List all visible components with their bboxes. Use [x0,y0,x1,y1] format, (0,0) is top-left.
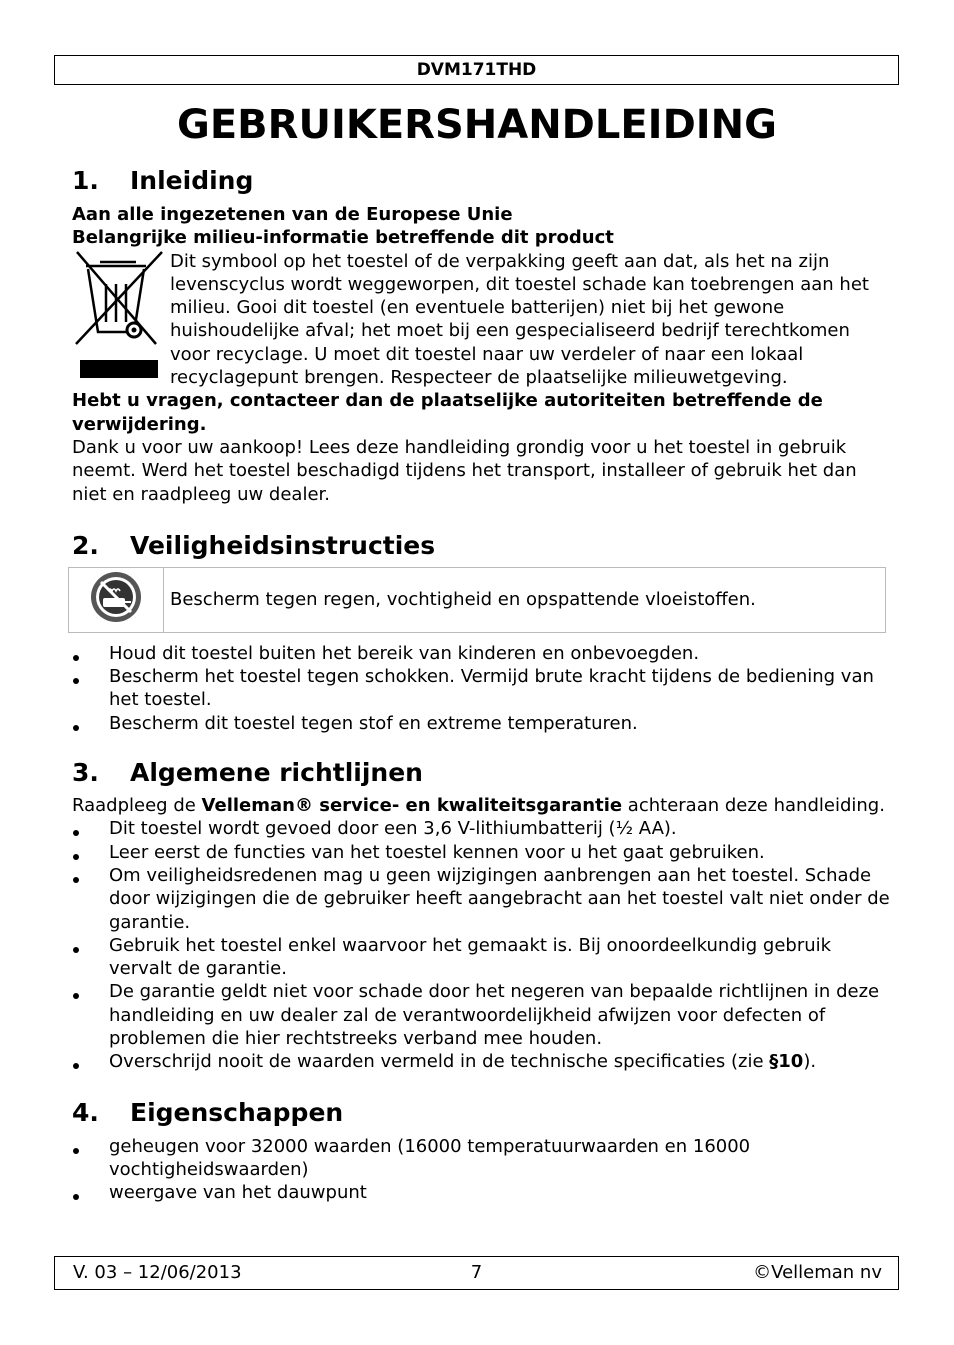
environment-info-heading: Belangrijke milieu-informatie betreffende dit product [72,227,614,249]
section-title: Eigenschappen [130,1097,344,1127]
bullet-icon [73,1194,79,1200]
warranty-reference: Velleman® service- en kwaliteitsgarantie [201,795,623,817]
weee-description: Dit symbool op het toestel of de verpakking geeft aan dat, als het na zijn levenscyclus wordt weggeworpen, dit toestel schade kan toebrengen aan het milieu. Gooi dit toestel (en eventuele batterijen) niet bij het gewone huishoudelijke afval; het moet bij een gespecialiseerd bedrijf terechtkomen voor recyclage. U moet dit toestel naar uw verdeler of naar een lokaal recyclagepunt brengen. Respecteer de plaatselijke milieuwetgeving. [170,250,869,389]
section-2-heading [72,527,890,565]
page-number: 7 [470,1262,483,1283]
section-number: 4. [72,1097,99,1127]
section-title: Algemene richtlijnen [130,758,423,788]
list-item: geheugen voor 32000 waarden (16000 temperatuurwaarden en 16000 vochtigheidswaarden) [72,1135,890,1182]
spec-section-reference: §10 [769,1051,804,1073]
page-content [72,162,890,1205]
bullet-icon [73,678,79,684]
section-number: 2. [72,530,99,560]
section-number: 3. [72,758,99,788]
section-1-heading [72,162,890,200]
safety-icon-cell [69,568,164,632]
list-item: Bescherm dit toestel tegen stof en extreme temperaturen. [72,712,890,735]
list-item: Bescherm het toestel tegen schokken. Vermijd brute kracht tijdens de bediening van het toestel. [72,665,890,712]
bullet-icon [73,993,79,999]
bullet-icon [73,947,79,953]
bullet-icon [73,1148,79,1154]
bullet-icon [73,854,79,860]
features-bullet-list [72,1135,890,1205]
bullet-icon [73,725,79,731]
weee-block [72,250,890,390]
model-header: DVM171THD [54,55,899,85]
copyright-notice: ©Velleman nv [753,1262,882,1283]
guidelines-bullet-list [72,817,890,1073]
list-item: weergave van het dauwpunt [72,1181,890,1204]
guidelines-intro: Raadpleeg de Velleman® service- en kwaliteitsgarantie achteraan deze handleiding. [72,795,885,817]
thanks-paragraph: Dank u voor uw aankoop! Lees deze handleiding grondig voor u het toestel in gebruik neemt. Werd het toestel beschadigd tijdens het transport, installeer of gebruik het dan niet en raadpleeg uw dealer. [72,436,857,505]
document-title: GEBRUIKERSHANDLEIDING [177,102,777,148]
bullet-icon [73,655,79,661]
safety-bullet-list [72,642,890,735]
list-item: Overschrijd nooit de waarden vermeld in de technische specificaties (zie §10). [72,1050,890,1073]
bullet-icon [73,1063,79,1069]
section-number: 1. [72,166,99,195]
section-4-heading [72,1094,890,1132]
list-item: Dit toestel wordt gevoed door een 3,6 V-lithiumbatterij (½ AA). [72,817,890,840]
list-item: Gebruik het toestel enkel waarvoor het gemaakt is. Bij onoordeelkundig gebruik vervalt de garantie. [72,934,890,981]
version-date: V. 03 – 12/06/2013 [73,1262,242,1283]
bullet-icon [73,830,79,836]
list-item: Om veiligheidsredenen mag u geen wijzigingen aanbrengen aan het toestel. Schade door wijzigingen die de gebruiker heeft aangebracht aan het toestel valt niet onder de garantie. [72,864,890,934]
weee-bin-icon [72,250,168,386]
no-liquid-icon [89,570,143,629]
section-title: Inleiding [130,166,254,195]
list-item: Houd dit toestel buiten het bereik van kinderen en onbevoegden. [72,642,890,665]
bullet-icon [73,877,79,883]
safety-text-cell [164,568,756,632]
safety-warning-text: Bescherm tegen regen, vochtigheid en opspattende vloeistoffen. [170,589,756,611]
section-3-heading [72,754,890,792]
page-footer [54,1256,899,1290]
list-item: De garantie geldt niet voor schade door het negeren van bepaalde richtlijnen in deze handleiding en uw dealer zal de verantwoordelijkheid afwijzen voor defecten of problemen die hier rechtstreeks verband mee houden. [72,980,890,1050]
safety-warning-table [68,567,886,633]
eu-residents-note: Aan alle ingezetenen van de Europese Unie [72,204,513,225]
list-item: Leer eerst de functies van het toestel kennen voor u het gaat gebruiken. [72,841,890,864]
section-title: Veiligheidsinstructies [130,530,436,560]
disposal-questions-note: Hebt u vragen, contacteer dan de plaatselijke autoriteiten betreffende de verwijdering. [72,390,823,435]
